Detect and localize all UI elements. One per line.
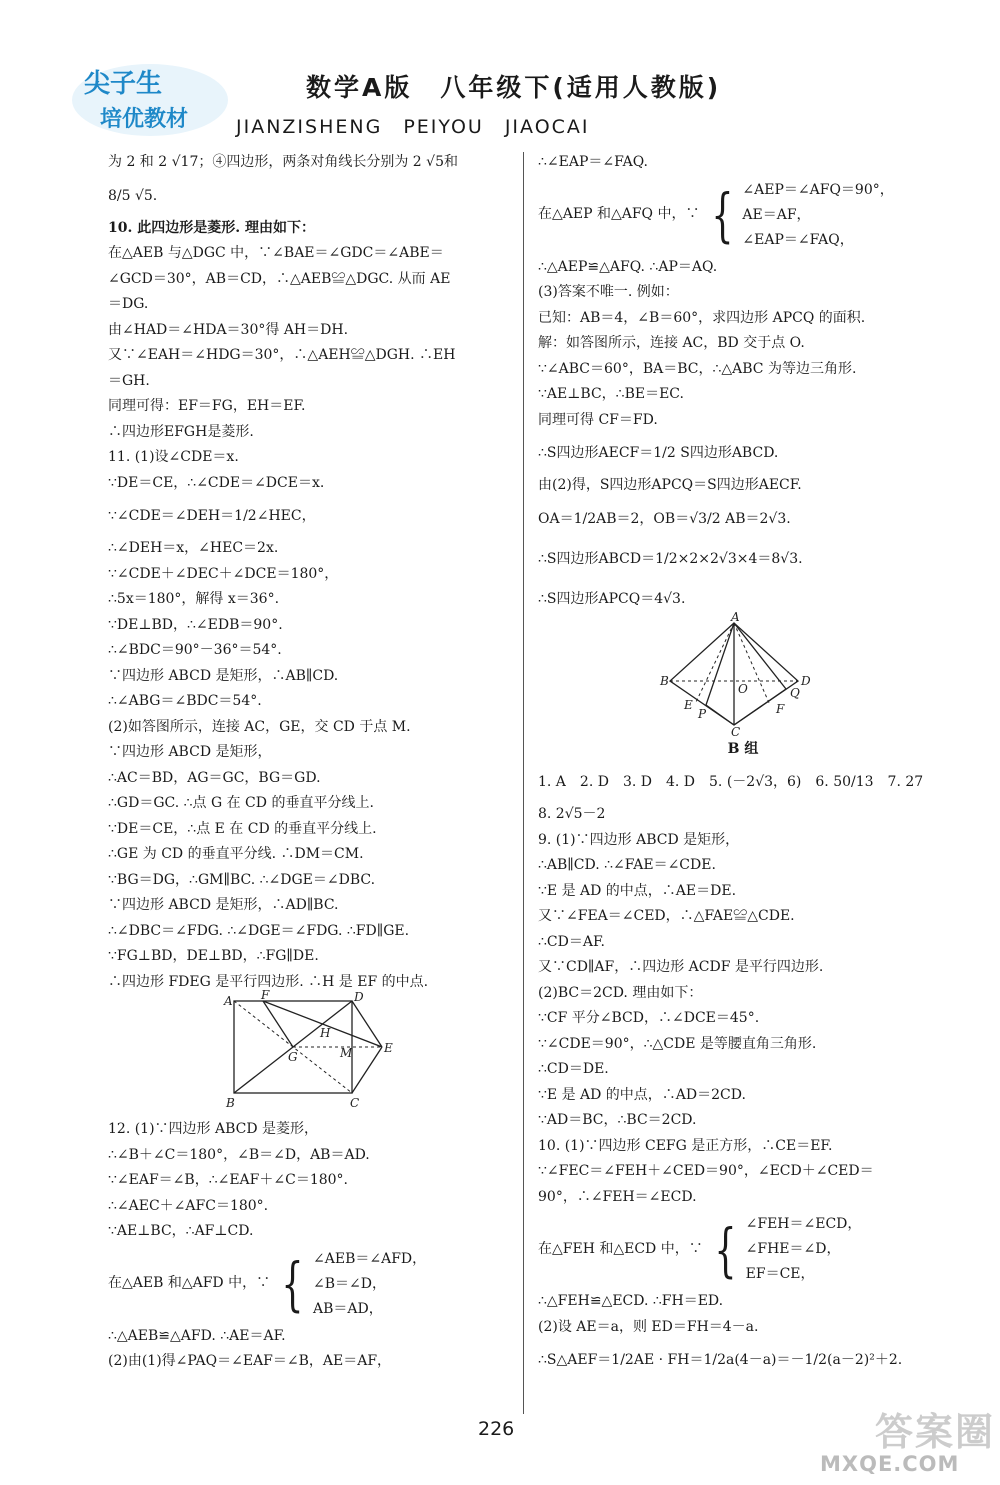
fig1-label: D [354,990,364,1004]
text-line: 11. (1)设∠CDE＝x. [108,449,239,465]
text-line: ∴CD＝AF. [538,933,605,950]
brand-logo [70,60,230,140]
text-line: (2)由(1)得∠PAQ＝∠EAF＝∠B，AE＝AF， [108,1353,392,1369]
text-line: 在△FEH 和△ECD 中，∵ [538,1240,703,1257]
text-line: ∴△AEP≌△AFQ. ∴AP＝AQ. [538,258,718,275]
text-line: (2)BC＝2CD. 理由如下： [538,984,703,1001]
text-line: 10. 此四边形是菱形. 理由如下： [108,219,315,236]
text-line: 在△AEB 与△DGC 中，∵∠BAE＝∠GDC＝∠ABE＝ [108,245,444,261]
condition: AB＝AD， [313,1300,383,1317]
text-line: ∴5x＝180°，解得 x＝36°. [108,591,280,607]
text-line: 在△AEB 和△AFD 中，∵ [108,1275,271,1292]
column-divider [523,152,524,1414]
text-line: ∠GCD＝30°，AB＝CD，∴△AEB≌△DGC. 从而 AE [108,270,451,287]
text-line: ∴GE 为 CD 的垂直平分线. ∴DM＝CM. [108,846,364,862]
text-line: (2)如答图所示，连接 AC，GE，交 CD 于点 M. [108,718,411,735]
text-line: ∵E 是 AD 的中点，∴AE＝DE. [538,882,737,899]
text-line: ∴四边形 FDEG 是平行四边形. ∴H 是 EF 的中点. [108,973,429,990]
condition: ∠EAP＝∠FAQ， [742,231,854,248]
congruence-conditions [538,1212,948,1287]
text-line: ∵AE⊥BC，∴AF⊥CD. [108,1223,254,1239]
text-line: 90°，∴∠FEH＝∠ECD. [538,1188,697,1205]
condition: AE＝AF， [742,206,811,223]
text-line: 8. 2√5－2 [538,806,606,822]
text-line: 10. (1)∵四边形 CEFG 是正方形，∴CE＝EF. [538,1137,833,1154]
section-heading: B 组 [727,740,759,757]
fig1-label: G [288,1050,298,1064]
text-line: ∴AB∥CD. ∴∠FAE＝∠CDE. [538,857,716,873]
congruence-conditions [108,1247,512,1322]
text-line: ∵∠CDE＝∠DEH＝1/2∠HEC， [108,508,316,524]
right-column [538,150,948,1380]
condition: ∠FEH＝∠ECD， [745,1216,862,1232]
congruence-conditions [538,178,948,253]
text-line: 由∠HAD＝∠HDA＝30°得 AH＝DH. [108,321,349,338]
fig2-label: E [684,697,693,712]
text-line: ∴∠DEH＝x，∠HEC＝2x. [108,540,279,556]
text-line: ∵∠CDE＝90°，∴△CDE 是等腰直角三角形. [538,1035,817,1052]
text-line: ∵∠CDE＋∠DEC＋∠DCE＝180°， [108,565,339,582]
text-line: ∵∠EAF＝∠B，∴∠EAF＋∠C＝180°. [108,1172,348,1188]
book-title: 数学A版 八年级下(适用人教版) [306,73,722,102]
fig2-label: D [801,673,811,688]
text-line: ∴△AEB≌△AFD. ∴AE＝AF. [108,1327,286,1344]
fig1-label: B [226,1096,235,1110]
text-line: ∵AD＝BC，∴BC＝2CD. [538,1112,697,1128]
text-line: ∴四边形EFGH是菱形. [108,423,254,440]
text-line: 又∵CD∥AF，∴四边形 ACDF 是平行四边形. [538,959,824,975]
fig1-label: E [384,1041,393,1055]
text-line: ∴∠BDC＝90°－36°＝54°. [108,642,282,658]
text-line: 由(2)得，S四边形APCQ＝S四边形AECF. [538,477,802,493]
fig1-label: M [340,1046,353,1060]
logo-text-bottom: 培优教材 [100,107,189,132]
text-line: ∵FG⊥BD，DE⊥BD，∴FG∥DE. [108,948,319,964]
text-line: ∴GD＝GC. ∴点 G 在 CD 的垂直平分线上. [108,795,374,811]
text-line: ∵AE⊥BC，∴BE＝EC. [538,386,684,402]
fig2-label: F [776,701,785,716]
rhombus-figure [538,609,948,739]
brace-symbol: { [281,1250,304,1318]
fig2-label: Q [790,685,800,700]
text-line: ∵DE＝CE，∴∠CDE＝∠DCE＝x. [108,474,325,491]
fig1-label: H [320,1026,331,1040]
text-line: ＝GH. [108,372,150,389]
fig2-label: P [698,706,707,721]
book-title-pinyin: JIANZISHENG PEIYOU JIAOCAI [236,116,590,138]
text-line: ∵四边形 ABCD 是矩形，∴AD∥BC. [108,897,339,913]
text-line: ∵BG＝DG，∴GM∥BC. ∴∠DGE＝∠DBC. [108,871,376,888]
condition: ∠FHE＝∠D， [745,1241,841,1257]
left-column [108,150,512,1375]
text-line: ∵E 是 AD 的中点，∴AD＝2CD. [538,1086,746,1103]
text-line: 又∵∠EAH＝∠HDG＝30°，∴△AEH≌△DGH. ∴EH [108,347,456,363]
page-number: 226 [478,1418,515,1440]
condition: ∠B＝∠D， [313,1275,386,1292]
text-line: ∴∠ABG＝∠BDC＝54°. [108,693,262,709]
fig2-label: A [731,609,740,624]
watermark-logo: 答案圈 [875,1410,996,1454]
text-line: 为 2 和 2 √17；④四边形，两条对角线长分别为 2 √5和 [108,154,458,170]
fig1-label: A [224,994,233,1008]
text-line: ∴∠AEC＋∠AFC＝180°. [108,1197,269,1214]
fig2-label: O [738,681,748,696]
text-line: ∴△FEH≌△ECD. ∴FH＝ED. [538,1293,724,1309]
condition: EF＝CE， [745,1266,815,1282]
text-line: 8/5 √5. [108,187,158,204]
fig2-label: B [660,673,669,688]
text-line: ∴CD＝DE. [538,1061,609,1077]
text-line: ∴S四边形APCQ＝4√3. [538,590,686,607]
text-line: ∵∠ABC＝60°，BA＝BC，∴△ABC 为等边三角形. [538,360,857,377]
rectangle-figure [108,988,512,1113]
text-line: 同理可得：EF＝FG，EH＝EF. [108,398,306,414]
text-line: OA＝1/2AB＝2，OB＝√3/2 AB＝2√3. [538,510,791,527]
text-line: ∴S四边形ABCD＝1/2×2×2√3×4＝8√3. [538,550,803,567]
text-line: ∵∠FEC＝∠FEH＋∠CED＝90°，∠ECD＋∠CED＝ [538,1163,874,1179]
text-line: 在△AEP 和△AFQ 中，∵ [538,206,700,223]
text-line: 1. A 2. D 3. D 4. D 5. (－2√3，6) 6. 50/13 7. 27 [538,774,924,790]
text-line: (3)答案不唯一. 例如： [538,284,679,300]
text-line: 9. (1)∵四边形 ABCD 是矩形， [538,831,740,848]
fig1-label: F [261,988,270,1002]
text-line: ∴S四边形AECF＝1/2 S四边形ABCD. [538,445,779,461]
text-line: 解：如答图所示，连接 AC，BD 交于点 O. [538,335,805,351]
text-line: ∵DE⊥BD，∴∠EDB＝90°. [108,616,283,633]
page-header [70,60,970,140]
text-line: ∵四边形 ABCD 是矩形，∴AB∥CD. [108,667,339,684]
text-line: 同理可得 CF＝FD. [538,411,658,428]
fig2-label: C [731,724,741,739]
text-line: ∴∠B＋∠C＝180°，∠B＝∠D，AB＝AD. [108,1146,370,1163]
text-line: ∴AC＝BD，AG＝GC，BG＝GD. [108,769,321,786]
text-line: ∵CF 平分∠BCD，∴∠DCE＝45°. [538,1010,760,1026]
text-line: ∴S△AEF＝1/2AE · FH＝1/2a(4－a)＝－1/2(a－2)²＋2. [538,1352,903,1368]
brace-symbol: { [714,1215,737,1284]
text-line: ∴∠EAP＝∠FAQ. [538,154,648,170]
text-line: (2)设 AE＝a，则 ED＝FH＝4－a. [538,1318,759,1335]
text-line: ＝DG. [108,296,149,312]
text-line: 已知：AB＝4，∠B＝60°，求四边形 APCQ 的面积. [538,309,866,326]
text-line: 12. (1)∵四边形 ABCD 是菱形， [108,1121,319,1137]
text-line: ∵四边形 ABCD 是矩形， [108,744,272,760]
condition: ∠AEB＝∠AFD， [313,1250,427,1267]
condition: ∠AEP＝∠AFQ＝90°， [742,181,894,198]
text-line: 又∵∠FEA＝∠CED，∴△FAE≌△CDE. [538,908,795,924]
logo-text-top: 尖子生 [84,69,163,99]
text-line: ∴∠DBC＝∠FDG. ∴∠DGE＝∠FDG. ∴FD∥GE. [108,922,410,939]
fig1-label: C [350,1096,360,1110]
text-line: ∵DE＝CE，∴点 E 在 CD 的垂直平分线上. [108,820,377,837]
brace-symbol: { [710,181,734,249]
watermark-url: MXQE.COM [820,1452,960,1476]
